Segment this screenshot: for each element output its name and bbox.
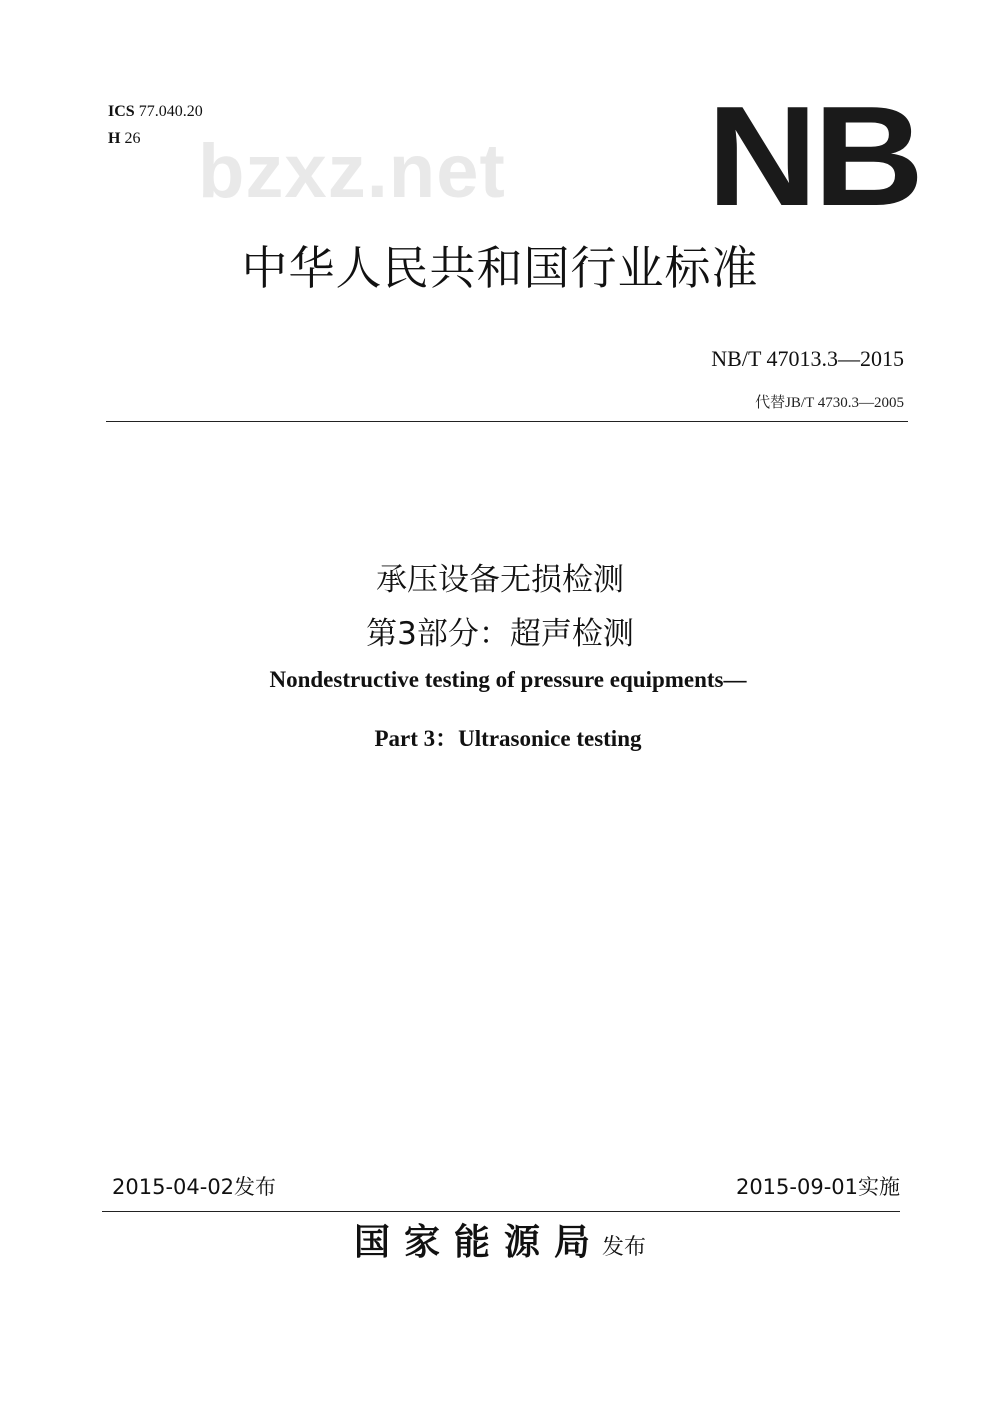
publisher-suffix: 发布 <box>602 1235 647 1260</box>
zh-title-line-2: 第3部分：超声检测 <box>366 616 634 652</box>
en-title-line-1: Nondestructive testing of pressure equipments— <box>269 667 747 692</box>
top-divider <box>106 421 908 422</box>
standard-number: NB/T 47013.3—2015 <box>711 346 904 371</box>
bottom-divider <box>102 1211 900 1212</box>
class-code-line <box>108 125 203 152</box>
zh-title-line-1: 承压设备无损检测 <box>376 562 624 598</box>
en-title-line-2: Part 3：Ultrasonice testing <box>374 726 642 751</box>
standard-category-title: 中华人民共和国行业标准 <box>241 241 759 295</box>
publisher-name: 国家能源局 <box>353 1222 604 1263</box>
replaces-standard: 代替JB/T 4730.3—2005 <box>755 395 904 411</box>
ics-label: ICS <box>108 103 135 120</box>
effective-date: 2015-09-01实施 <box>735 1175 900 1199</box>
ics-code-line <box>108 98 203 125</box>
publisher <box>0 1214 1000 1265</box>
nb-logo: NB <box>706 77 920 236</box>
class-code: 26 <box>124 130 141 147</box>
classification-codes <box>108 98 203 152</box>
issue-date: 2015-04-02发布 <box>112 1175 277 1199</box>
class-label: H <box>108 130 121 147</box>
watermark-text: bzxz.net <box>198 129 506 214</box>
ics-code: 77.040.20 <box>138 103 203 120</box>
